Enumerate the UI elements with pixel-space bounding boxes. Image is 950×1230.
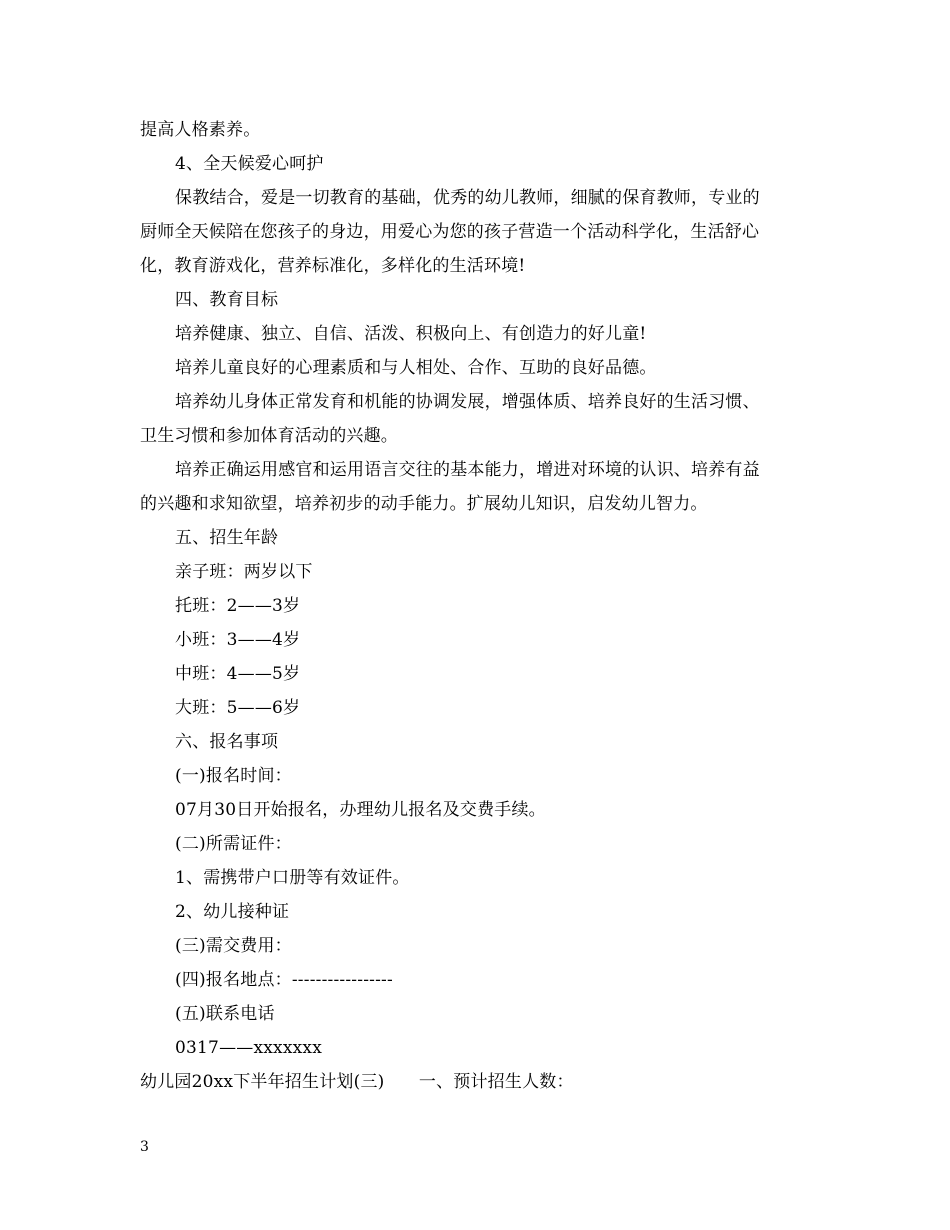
subsection-heading: (五)联系电话 [175, 1004, 275, 1024]
paragraph-line: 厨师全天候陪在您孩子的身边，用爱心为您的孩子营造一个活动科学化，生活舒心 [140, 222, 760, 242]
document-title-line: 幼儿园20xx下半年招生计划(三) 一、预计招生人数： [140, 1072, 574, 1092]
paragraph-line: 培养儿童良好的心理素质和与人相处、合作、互助的良好品德。 [175, 358, 657, 378]
subsection-heading: (三)需交费用： [175, 936, 292, 956]
list-item: 托班：2——3岁 [175, 596, 301, 616]
paragraph-line: 培养幼儿身体正常发育和机能的协调发展，增强体质、培养良好的生活习惯、 [175, 392, 760, 412]
subsection-heading: (四)报名地点：----------------- [175, 970, 393, 990]
section-heading: 四、教育目标 [175, 290, 279, 310]
list-item: 中班：4——5岁 [175, 664, 301, 684]
section-heading: 六、报名事项 [175, 732, 279, 752]
subsection-heading: (一)报名时间： [175, 766, 292, 786]
paragraph-line: 培养正确运用感官和运用语言交往的基本能力，增进对环境的认识、培养有益 [175, 460, 760, 480]
paragraph-line: 化，教育游戏化，营养标准化，多样化的生活环境! [140, 256, 526, 276]
list-item: 大班：5——6岁 [175, 698, 301, 718]
paragraph-line: 的兴趣和求知欲望，培养初步的动手能力。扩展幼儿知识，启发幼儿智力。 [140, 494, 708, 514]
list-item: 亲子班：两岁以下 [175, 562, 313, 582]
paragraph-line: 培养健康、独立、自信、活泼、积极向上、有创造力的好儿童! [175, 324, 647, 344]
page-number: 3 [140, 1139, 149, 1155]
subsection-heading: (二)所需证件： [175, 834, 292, 854]
list-item: 2、幼儿接种证 [175, 902, 290, 922]
list-item: 小班：3——4岁 [175, 630, 301, 650]
section-heading: 4、全天候爱心呵护 [175, 154, 324, 174]
paragraph-line: 07月30日开始报名，办理幼儿报名及交费手续。 [175, 800, 546, 820]
paragraph-line: 保教结合，爱是一切教育的基础，优秀的幼儿教师，细腻的保育教师，专业的 [175, 188, 760, 208]
paragraph-line: 提高人格素养。 [140, 120, 261, 140]
list-item: 1、需携带户口册等有效证件。 [175, 868, 410, 888]
paragraph-line: 卫生习惯和参加体育活动的兴趣。 [140, 426, 398, 446]
section-heading: 五、招生年龄 [175, 528, 279, 548]
phone-number: 0317——xxxxxxx [175, 1038, 322, 1058]
